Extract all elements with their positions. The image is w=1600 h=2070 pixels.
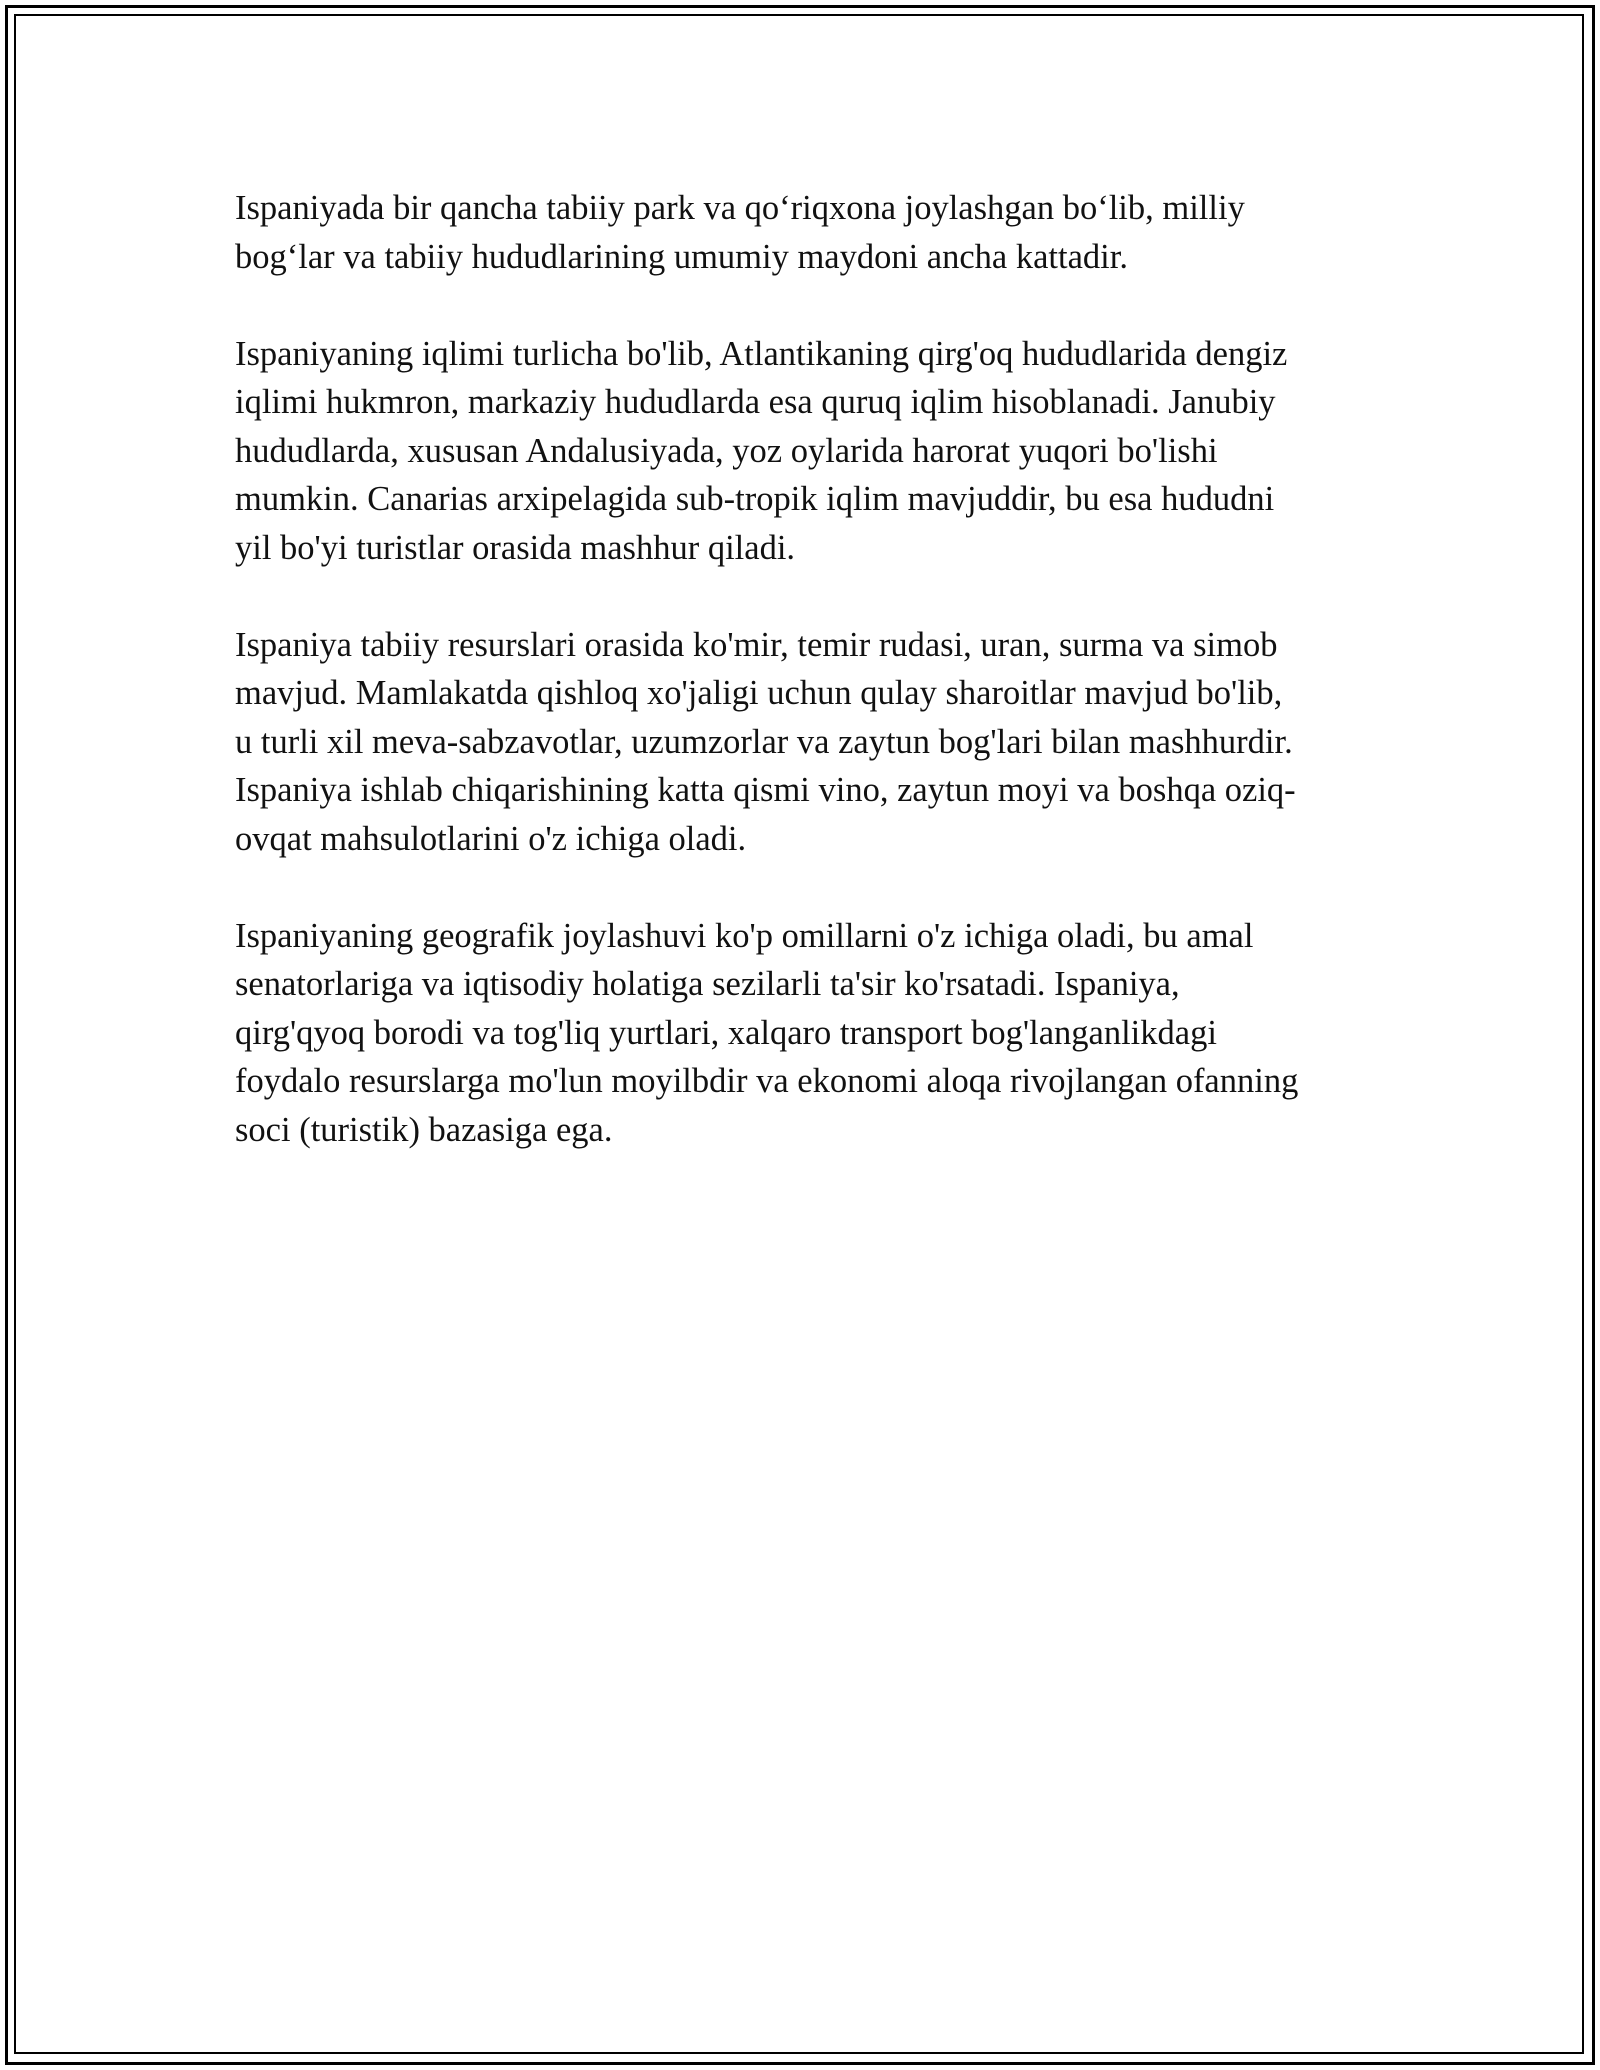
text-line: Ispaniya ishlab chiqarishining katta qismi vino, zaytun moyi va boshqa oziq- bbox=[235, 771, 1296, 809]
text-line: Ispaniyaning iqlimi turlicha bo'lib, Atlantikaning qirg'oq hududlarida dengiz bbox=[235, 334, 1288, 373]
document-body bbox=[235, 184, 1375, 1154]
text-line: soci (turistik) bazasiga ega. bbox=[235, 1110, 613, 1149]
text-line: hududlarda, xususan Andalusiyada, yoz oylarida harorat yuqori bo'lishi bbox=[235, 431, 1218, 470]
text-line: senatorlariga va iqtisodiy holatiga sezilarli ta'sir ko'rsatadi. Ispaniya, bbox=[235, 965, 1180, 1003]
paragraph-natural-resources bbox=[235, 621, 1375, 864]
paragraph-protected-areas bbox=[235, 184, 1375, 281]
text-line: mumkin. Canarias arxipelagida sub-tropik iqlim mavjuddir, bu esa hududni bbox=[235, 480, 1275, 518]
text-line: mavjud. Mamlakatda qishloq xo'jaligi uchun qulay sharoitlar mavjud bo'lib, bbox=[235, 674, 1283, 712]
text-line: bog‘lar va tabiiy hududlarining umumiy maydoni ancha kattadir. bbox=[235, 237, 1128, 276]
text-line: u turli xil meva-sabzavotlar, uzumzorlar va zaytun bog'lari bilan mashhurdir. bbox=[235, 722, 1293, 761]
text-line: foydalo resurslarga mo'lun moyilbdir va ekonomi aloqa rivojlangan ofanning bbox=[235, 1062, 1299, 1100]
text-line: Ispaniyaning geografik joylashuvi ko'p omillarni o'z ichiga oladi, bu amal bbox=[235, 916, 1254, 955]
text-line: Ispaniya tabiiy resurslari orasida ko'mir, temir rudasi, uran, surma va simob bbox=[235, 625, 1278, 664]
text-line: ovqat mahsulotlarini o'z ichiga oladi. bbox=[235, 819, 747, 858]
paragraph-climate bbox=[235, 330, 1375, 573]
text-line: iqlimi hukmron, markaziy hududlarda esa quruq iqlim hisoblanadi. Janubiy bbox=[235, 383, 1276, 421]
text-line: yil bo'yi turistlar orasida mashhur qiladi. bbox=[235, 528, 796, 567]
text-line: qirg'qyoq borodi va tog'liq yurtlari, xalqaro transport bog'langanlikdagi bbox=[235, 1013, 1217, 1052]
paragraph-geography bbox=[235, 912, 1375, 1155]
text-line: Ispaniyada bir qancha tabiiy park va qo‘riqxona joylashgan bo‘lib, milliy bbox=[235, 189, 1245, 227]
